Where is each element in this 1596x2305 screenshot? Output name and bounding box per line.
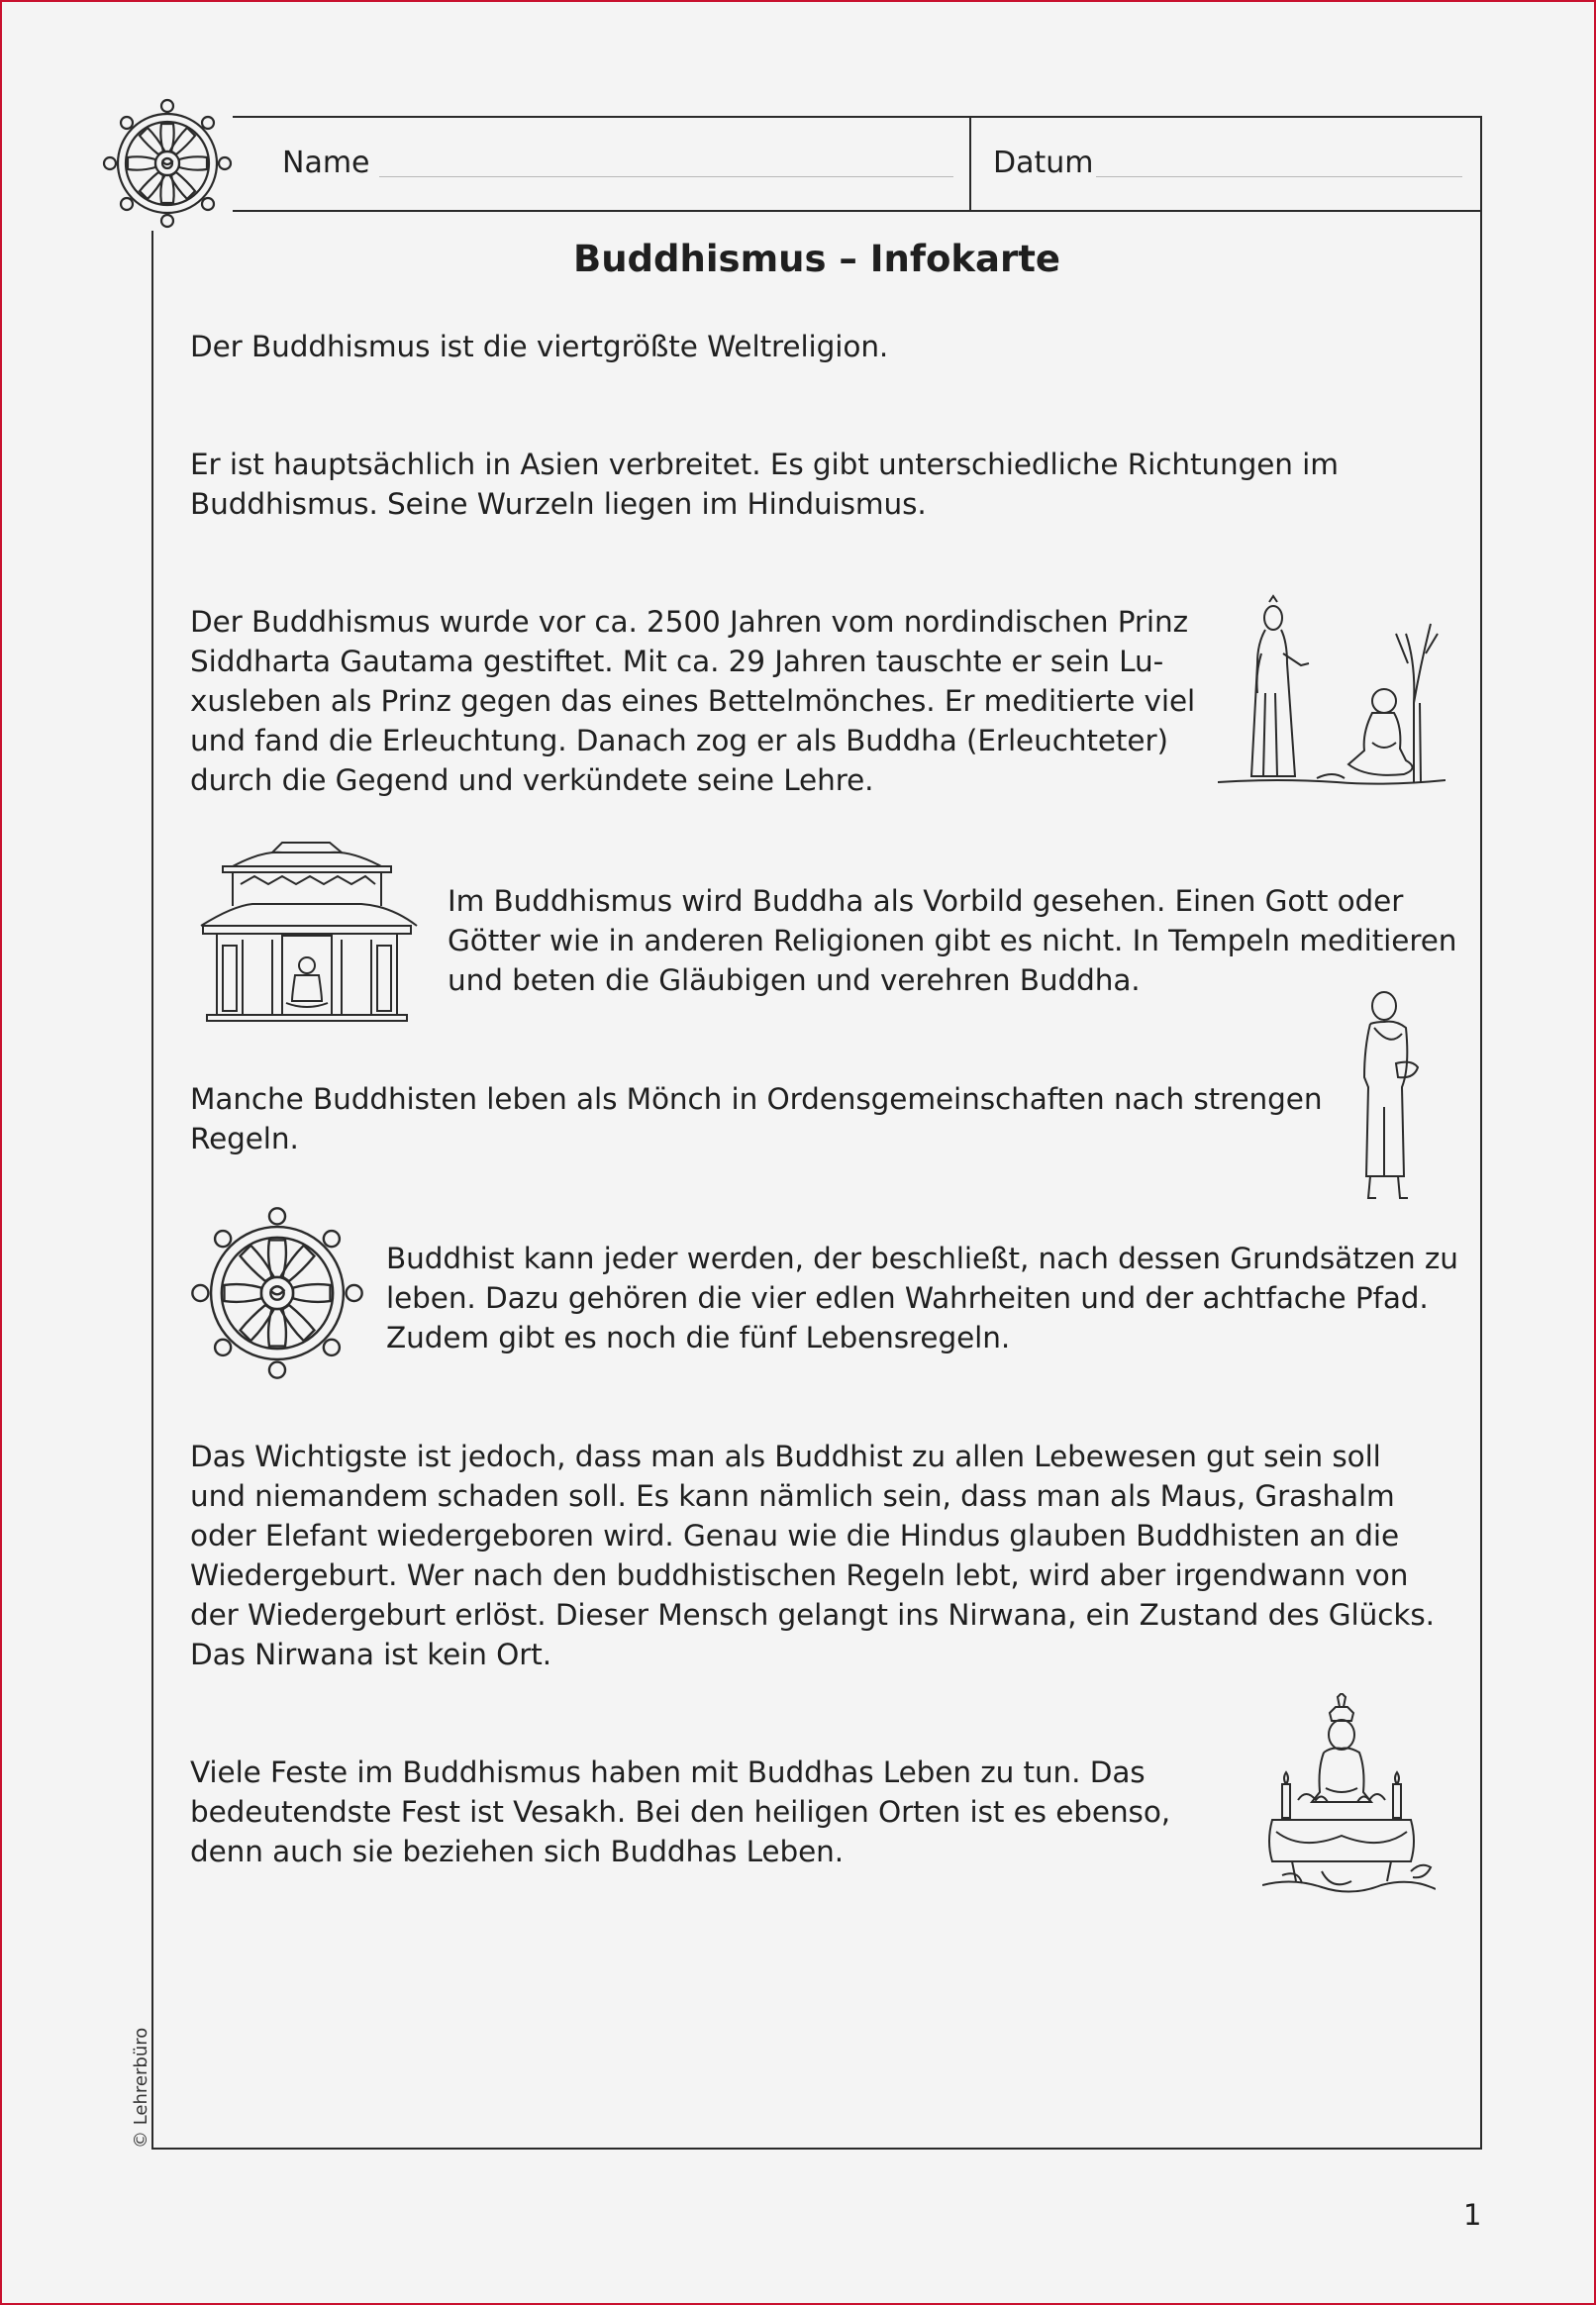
temple-illustration: [193, 837, 421, 1025]
paragraph-6: Buddhist kann jeder werden, der beschließt, nach dessen Grundsätzen zu leben. Dazu gehören die vier edlen Wahrheiten und der achtfache Pfad. Zudem gibt es noch die fünf Lebensregeln.: [386, 1242, 1458, 1354]
name-field[interactable]: [379, 176, 953, 177]
monk-illustration: [1354, 988, 1424, 1206]
copyright-notice: © Lehrerbüro: [131, 2027, 151, 2149]
dharma-wheel-icon: [102, 96, 233, 231]
buddha-altar-illustration: [1262, 1693, 1436, 1911]
paragraph-3: Der Buddhismus wurde vor ca. 2500 Jahren vom nordindischen Prinz Siddharta Gautama gestiftet. Mit ca. 29 Jahren tauschte er sein Lu- xusleben als Prinz gegen das eines Bettelmönches. Er meditierte viel und fand die Erleuchtung. Danach zog er als Buddha (Erleuchteter) durch die Gegend und verkündete seine Lehre.: [190, 605, 1196, 797]
paragraph-8: Viele Feste im Buddhismus haben mit Buddhas Leben zu tun. Das bedeutendste Fest ist Vesakh. Bei den heiligen Orten ist es ebenso, denn auch sie beziehen sich Buddhas Leben.: [190, 1755, 1171, 1868]
paragraph-2: Er ist hauptsächlich in Asien verbreitet. Es gibt unterschiedliche Richtungen im Buddhismus. Seine Wurzeln liegen im Hinduismus.: [190, 448, 1339, 521]
date-field[interactable]: [1096, 176, 1462, 177]
dharma-wheel-illustration: [188, 1203, 366, 1383]
page-number: 1: [1463, 2198, 1482, 2232]
page-title: Buddhismus – Infokarte: [573, 238, 1060, 280]
header-divider: [969, 118, 971, 210]
siddharta-with-monk-illustration: [1218, 594, 1446, 787]
date-label: Datum: [993, 146, 1094, 180]
paragraph-4: Im Buddhismus wird Buddha als Vorbild gesehen. Einen Gott oder Götter wie in anderen Religionen gibt es nicht. In Tempeln meditieren und beten die Gläubigen und verehren Buddha.: [448, 884, 1457, 997]
header-row: [153, 118, 1480, 212]
name-label: Name: [282, 146, 370, 180]
paragraph-5: Manche Buddhisten leben als Mönch in Ordensgemeinschaften nach strengen Regeln.: [190, 1082, 1323, 1155]
paragraph-1: Der Buddhismus ist die viertgrößte Weltreligion.: [190, 330, 889, 363]
paragraph-7: Das Wichtigste ist jedoch, dass man als Buddhist zu allen Lebewesen gut sein soll und niemandem schaden soll. Es kann nämlich sein, dass man als Maus, Grashalm oder Elefant wiedergeboren wird. Genau wie die Hindus glauben Buddhisten an die Wiedergeburt. Wer nach den buddhistischen Regeln lebt, wird aber irgendwann von der Wiedergeburt erlöst. Dieser Mensch gelangt ins Nirwana, ein Zustand des Glücks. Das Nirwana ist kein Ort.: [190, 1440, 1435, 1671]
